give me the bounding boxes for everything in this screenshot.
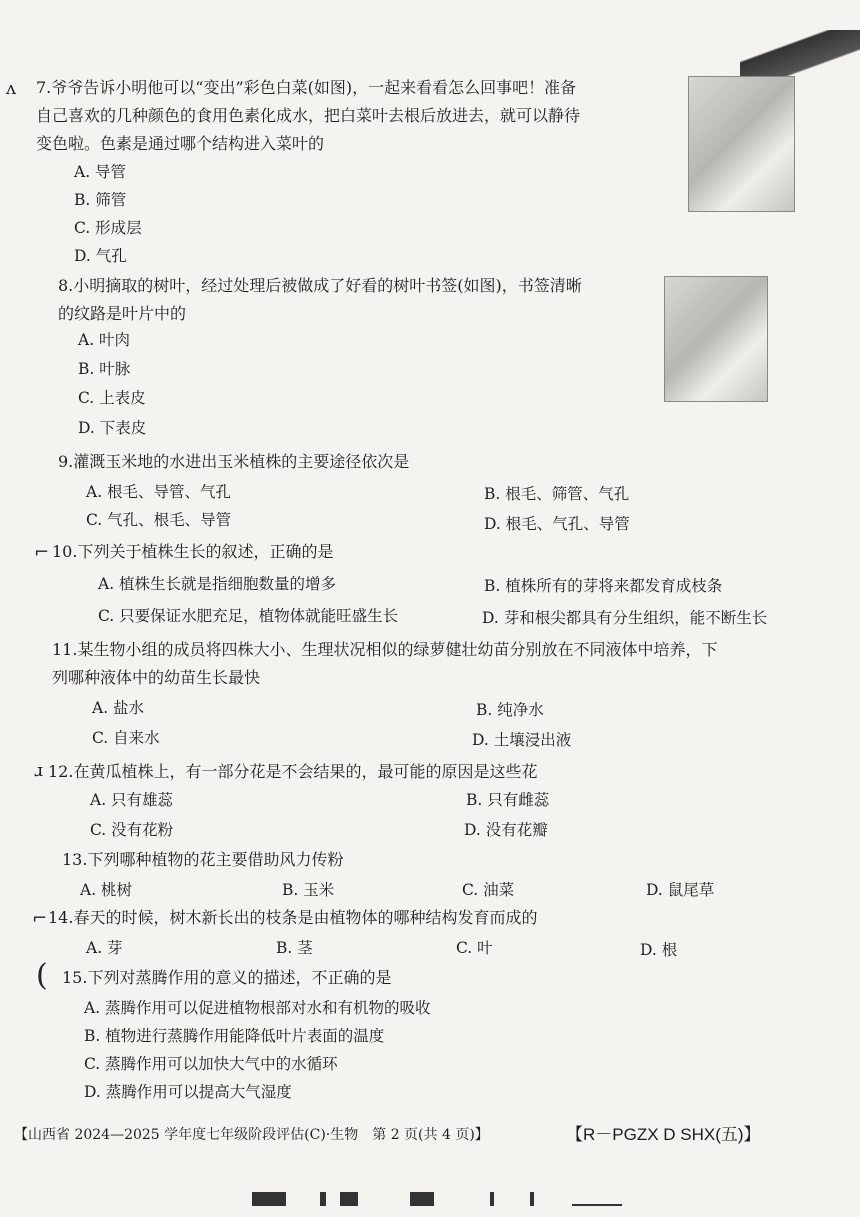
option-d[interactable]: D. 下表皮 xyxy=(78,419,147,437)
question-stem: 在黄瓜植株上，有一部分花是不会结果的，最可能的原因是这些花 xyxy=(73,762,538,781)
option-a[interactable]: A. 根毛、导管、气孔 xyxy=(86,483,232,501)
question-number: 13. xyxy=(62,850,88,869)
cabbage-photo xyxy=(688,76,795,212)
question-number: 15. xyxy=(62,968,88,987)
question-stem: 下列关于植株生长的叙述，正确的是 xyxy=(77,542,334,561)
question-number: 9. xyxy=(58,452,74,471)
question-10 xyxy=(52,538,752,566)
question-number: 14. xyxy=(48,908,74,927)
option-b[interactable]: B. 纯净水 xyxy=(476,701,544,719)
option-a[interactable]: A. 植株生长就是指细胞数量的增多 xyxy=(98,575,337,593)
question-stem: 的纹路是叶片中的 xyxy=(58,304,187,323)
scan-mark xyxy=(530,1192,534,1206)
option-a[interactable]: A. 叶肉 xyxy=(78,331,131,349)
question-9 xyxy=(58,448,758,476)
footer-exam-info: 【山西省 2024—2025 学年度七年级阶段评估(C)·生物 第 2 页(共 4 页)】 xyxy=(14,1127,489,1143)
option-c[interactable]: C. 自来水 xyxy=(92,729,160,747)
option-a[interactable]: A. 蒸腾作用可以促进植物根部对水和有机物的吸收 xyxy=(84,999,431,1017)
question-number: 10. xyxy=(52,542,78,561)
option-c[interactable]: C. 只要保证水肥充足，植物体就能旺盛生长 xyxy=(98,607,399,625)
option-a[interactable]: A. 芽 xyxy=(86,939,123,957)
option-d[interactable]: D. 没有花瓣 xyxy=(464,821,548,839)
option-a[interactable]: A. 桃树 xyxy=(80,881,133,899)
option-a[interactable]: A. 只有雄蕊 xyxy=(90,791,174,809)
question-8 xyxy=(58,272,668,328)
scan-mark xyxy=(320,1192,326,1206)
question-stem: 爷爷告诉小明他可以“变出”彩色白菜(如图)，一起来看看怎么回事吧！准备 xyxy=(51,78,577,97)
question-15 xyxy=(62,964,762,992)
option-b[interactable]: B. 茎 xyxy=(276,939,313,957)
option-b[interactable]: B. 根毛、筛管、气孔 xyxy=(484,485,630,503)
option-d[interactable]: D. 气孔 xyxy=(74,247,127,265)
question-stem: 灌溉玉米地的水进出玉米植株的主要途径依次是 xyxy=(73,452,410,471)
option-d[interactable]: D. 芽和根尖都具有分生组织，能不断生长 xyxy=(482,609,768,627)
option-a[interactable]: A. 导管 xyxy=(74,163,127,181)
question-stem: 下列对蒸腾作用的意义的描述，不正确的是 xyxy=(87,968,392,987)
option-b[interactable]: B. 植株所有的芽将来都发育成枝条 xyxy=(484,577,723,595)
scan-mark xyxy=(340,1192,358,1206)
option-c[interactable]: C. 气孔、根毛、导管 xyxy=(86,511,232,529)
question-stem: 下列哪种植物的花主要借助风力传粉 xyxy=(87,850,344,869)
question-12 xyxy=(48,758,748,786)
option-c[interactable]: C. 上表皮 xyxy=(78,389,146,407)
question-13 xyxy=(62,846,762,874)
option-a[interactable]: A. 盐水 xyxy=(92,699,145,717)
question-stem: 春天的时候，树木新长出的枝条是由植物体的哪种结构发育而成的 xyxy=(73,908,538,927)
question-stem: 小明摘取的树叶，经过处理后被做成了好看的树叶书签(如图)，书签清晰 xyxy=(73,276,582,295)
scan-mark xyxy=(490,1192,494,1206)
handwritten-mark-icon: ⌐ xyxy=(32,908,48,929)
footer-code: 【R－PGZX D SHX(五)】 xyxy=(566,1125,761,1144)
question-number: 12. xyxy=(48,762,74,781)
option-d[interactable]: D. 鼠尾草 xyxy=(646,881,715,899)
scan-mark xyxy=(572,1204,622,1206)
handwritten-mark-icon: ʌ xyxy=(6,78,17,99)
option-c[interactable]: C. 蒸腾作用可以加快大气中的水循环 xyxy=(84,1055,338,1073)
option-d[interactable]: D. 土壤浸出液 xyxy=(472,731,572,749)
handwritten-mark-icon: ɹ xyxy=(34,760,44,781)
question-14 xyxy=(48,904,748,932)
question-stem: 某生物小组的成员将四株大小、生理状况相似的绿萝健壮幼苗分别放在不同液体中培养，下 xyxy=(77,640,718,659)
question-stem: 变色啦。色素是通过哪个结构进入菜叶的 xyxy=(36,134,325,153)
option-d[interactable]: D. 根毛、气孔、导管 xyxy=(484,515,630,533)
option-c[interactable]: C. 没有花粉 xyxy=(90,821,174,839)
option-c[interactable]: C. 形成层 xyxy=(74,219,142,237)
option-b[interactable]: B. 只有雌蕊 xyxy=(466,791,550,809)
option-c[interactable]: C. 油菜 xyxy=(462,881,515,899)
question-11 xyxy=(52,636,812,692)
scan-mark xyxy=(410,1192,434,1206)
option-b[interactable]: B. 玉米 xyxy=(282,881,335,899)
option-b[interactable]: B. 筛管 xyxy=(74,191,127,209)
question-stem: 自己喜欢的几种颜色的食用色素化成水，把白菜叶去根后放进去，就可以静待 xyxy=(36,106,581,125)
option-d[interactable]: D. 根 xyxy=(640,941,678,959)
option-c[interactable]: C. 叶 xyxy=(456,939,493,957)
question-7 xyxy=(36,74,696,158)
handwritten-mark-icon: ( xyxy=(36,958,48,993)
scan-mark xyxy=(252,1192,286,1206)
question-number: 8. xyxy=(58,276,74,295)
option-d[interactable]: D. 蒸腾作用可以提高大气湿度 xyxy=(84,1083,292,1101)
question-number: 11. xyxy=(52,640,78,659)
handwritten-mark-icon: ⌐ xyxy=(34,542,50,563)
leaf-bookmark-photo xyxy=(664,276,768,402)
question-number: 7. xyxy=(36,78,52,97)
question-stem: 列哪种液体中的幼苗生长最快 xyxy=(52,668,261,687)
option-b[interactable]: B. 植物进行蒸腾作用能降低叶片表面的温度 xyxy=(84,1027,385,1045)
option-b[interactable]: B. 叶脉 xyxy=(78,360,131,378)
